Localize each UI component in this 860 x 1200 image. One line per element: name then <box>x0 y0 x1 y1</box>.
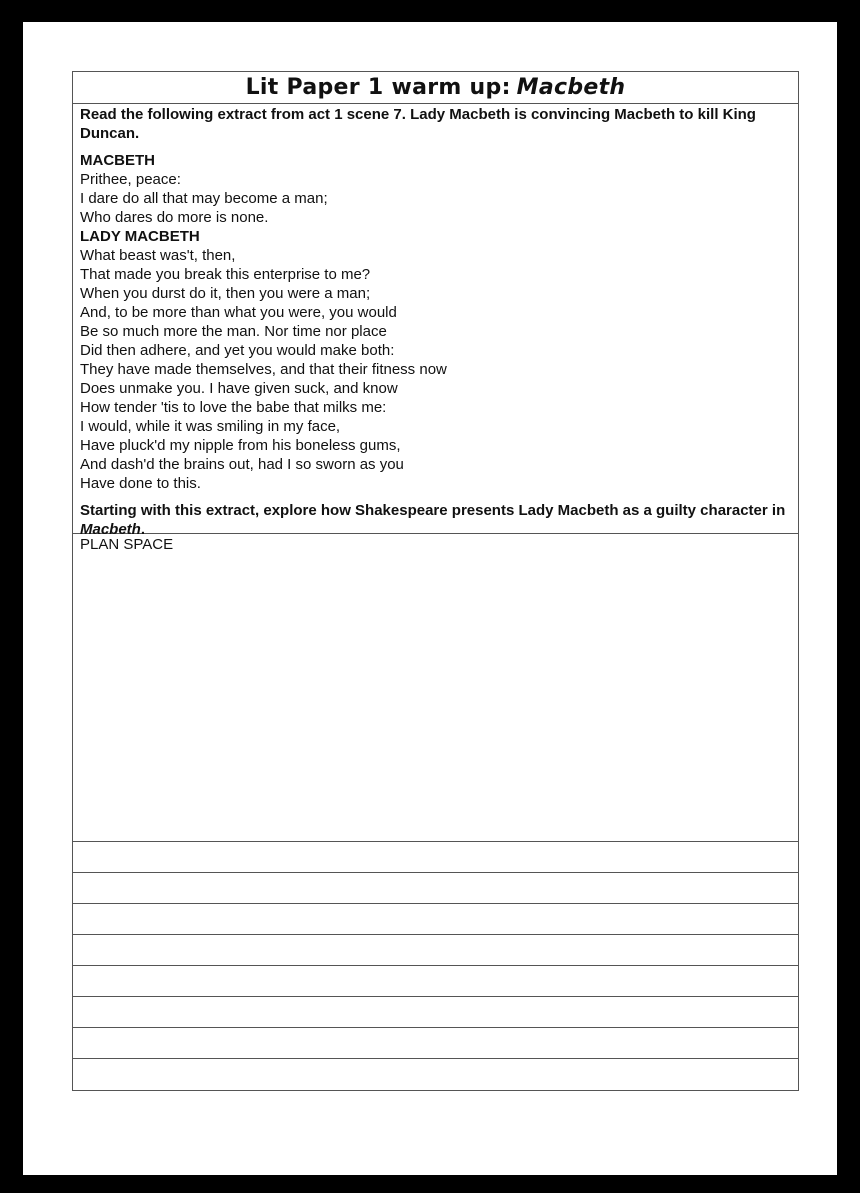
speech-line: What beast was't, then, <box>80 247 236 264</box>
speech-line: I dare do all that may become a man; <box>80 190 328 207</box>
worksheet-title <box>73 72 798 104</box>
speech-line: Did then adhere, and yet you would make both: <box>80 342 395 359</box>
speech-macbeth <box>80 170 791 227</box>
answer-line[interactable] <box>73 966 798 997</box>
speech-line: Have pluck'd my nipple from his boneless gums, <box>80 437 401 454</box>
title-text: Lit Paper 1 warm up: <box>245 75 511 100</box>
speech-line: Have done to this. <box>80 475 201 492</box>
answer-line[interactable] <box>73 873 798 904</box>
speech-line: How tender 'tis to love the babe that milks me: <box>80 399 387 416</box>
extract-section <box>73 104 798 538</box>
extract-intro: Read the following extract from act 1 scene 7. Lady Macbeth is convincing Macbeth to kill King Duncan. <box>80 106 756 142</box>
speech-line: Does unmake you. I have given suck, and know <box>80 380 398 397</box>
speech-line: When you durst do it, then you were a man; <box>80 285 371 302</box>
question-italic-text: Macbeth <box>80 521 141 538</box>
speech-line: They have made themselves, and that their fitness now <box>80 361 447 378</box>
speech-line: Prithee, peace: <box>80 171 181 188</box>
question-end: . <box>140 521 146 538</box>
speaker-macbeth: MACBETH <box>80 152 155 169</box>
answer-line[interactable] <box>73 1059 798 1090</box>
worksheet-page <box>23 22 837 1175</box>
title-italic-text: Macbeth <box>516 75 626 100</box>
answer-line[interactable] <box>73 904 798 935</box>
speech-line: And, to be more than what you were, you would <box>80 304 397 321</box>
question-text: Starting with this extract, explore how Shakespeare presents Lady Macbeth as a guilty character in <box>80 502 786 519</box>
speech-line: I would, while it was smiling in my face, <box>80 418 341 435</box>
worksheet-table <box>72 71 799 1091</box>
speech-lady-macbeth <box>80 246 791 493</box>
plan-space[interactable] <box>73 534 798 842</box>
speaker-lady-macbeth: LADY MACBETH <box>80 228 200 245</box>
speech-line: That made you break this enterprise to me? <box>80 266 371 283</box>
answer-line[interactable] <box>73 997 798 1028</box>
answer-lines <box>73 842 798 1090</box>
speech-line: And dash'd the brains out, had I so sworn as you <box>80 456 404 473</box>
speech-line: Who dares do more is none. <box>80 209 269 226</box>
answer-line[interactable] <box>73 1028 798 1059</box>
plan-space-label: PLAN SPACE <box>80 536 174 553</box>
answer-line[interactable] <box>73 935 798 966</box>
speech-line: Be so much more the man. Nor time nor place <box>80 323 387 340</box>
bottom-page-edge <box>0 1193 860 1200</box>
answer-line[interactable] <box>73 842 798 873</box>
